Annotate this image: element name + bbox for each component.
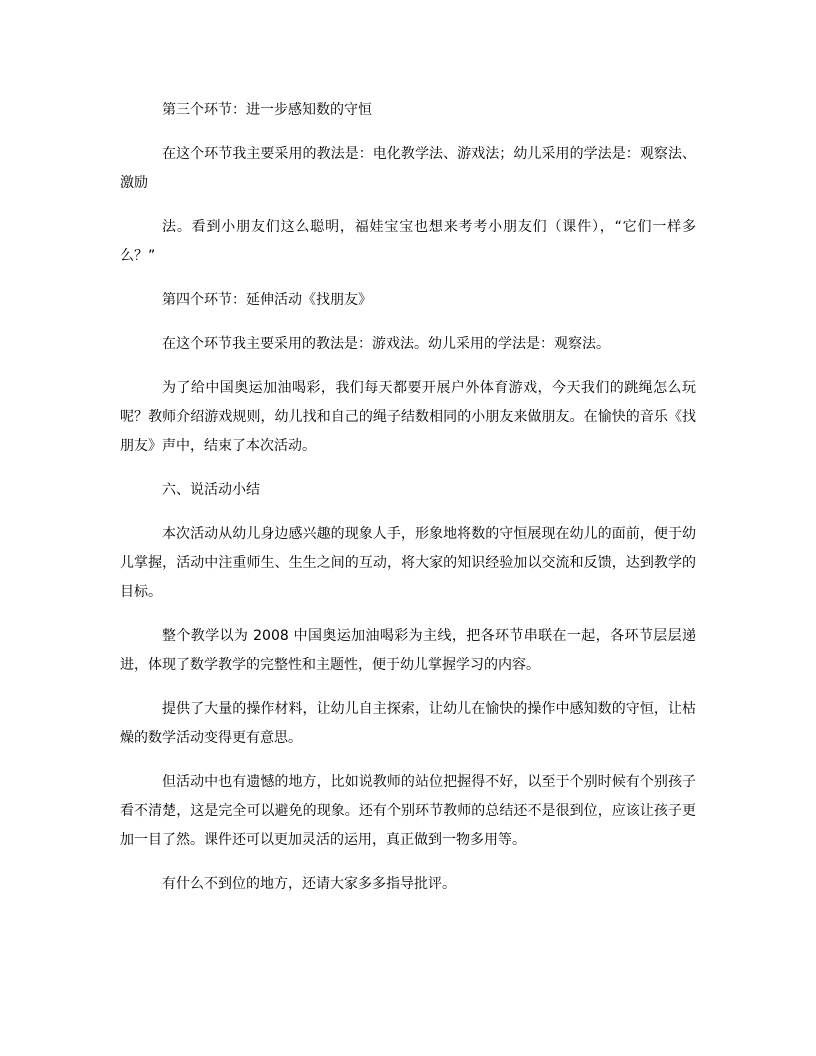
- paragraph: 本次活动从幼儿身边感兴趣的现象人手，形象地将数的守恒展现在幼儿的面前，便于幼儿掌握，活动中注重师生、生生之间的互动，将大家的知识经验加以交流和反馈，达到教学的目标。: [120, 526, 696, 600]
- section-heading-6: 六、说活动小结: [162, 482, 260, 498]
- paragraph: 在这个环节我主要采用的教法是：游戏法。幼儿采用的学法是：观察法。: [162, 336, 610, 352]
- document-page: [120, 96, 696, 914]
- paragraph: 提供了大量的操作材料，让幼儿自主探索，让幼儿在愉快的操作中感知数的守恒，让枯燥的数学活动变得更有意思。: [120, 701, 696, 746]
- paragraph: 整个教学以为 2008 中国奥运加油喝彩为主线，把各环节串联在一起，各环节层层递进，体现了数学教学的完整性和主题性，便于幼儿掌握学习的内容。: [120, 628, 696, 673]
- paragraph: 但活动中也有遗憾的地方，比如说教师的站位把握得不好，以至于个别时候有个别孩子看不清楚，这是完全可以避免的现象。还有个别环节教师的总结还不是很到位，应该让孩子更加一目了然。课件还可以更加灵活的运用，真正做到一物多用等。: [120, 774, 696, 848]
- paragraph: 为了给中国奥运加油喝彩，我们每天都要开展户外体育游戏，今天我们的跳绳怎么玩呢？教师介绍游戏规则，幼儿找和自己的绳子结数相同的小朋友来做朋友。在愉快的音乐《找朋友》声中，结束了本次活动。: [120, 380, 696, 454]
- paragraph: 有什么不到位的地方，还请大家多多指导批评。: [162, 876, 456, 892]
- section-heading-3: 第三个环节：进一步感知数的守恒: [162, 102, 372, 118]
- section-heading-4: 第四个环节：延伸活动《找朋友》: [162, 292, 372, 308]
- paragraph: 法。看到小朋友们这么聪明，福娃宝宝也想来考考小朋友们（课件），“它们一样多么？”: [120, 219, 696, 264]
- paragraph: 在这个环节我主要采用的教法是：电化教学法、游戏法；幼儿采用的学法是：观察法、激励: [120, 146, 696, 191]
